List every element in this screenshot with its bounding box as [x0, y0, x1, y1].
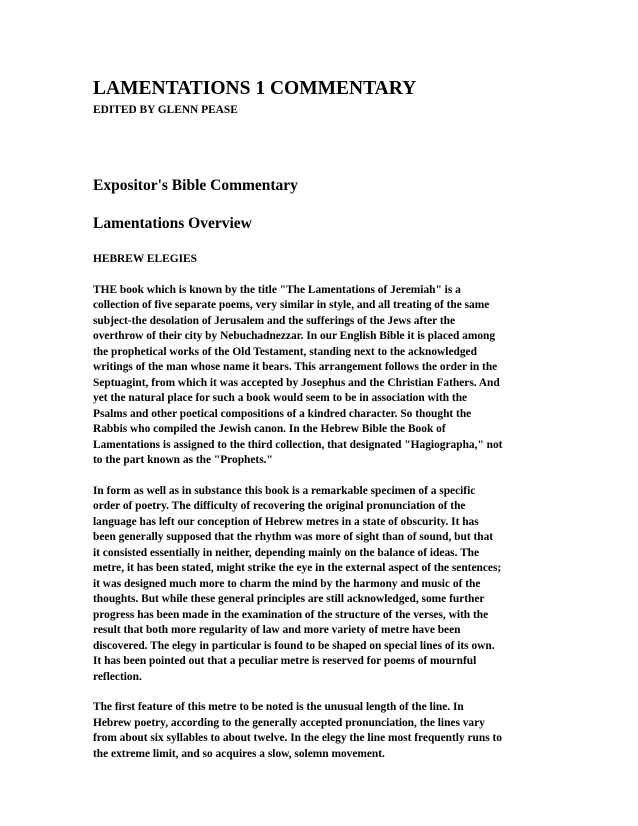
paragraph-line: The first feature of this metre to be noted is the unusual length of the line. In — [93, 701, 464, 713]
paragraph-line: In form as well as in substance this book is a remarkable specimen of a specific — [93, 484, 476, 497]
paragraph-line: been generally supposed that the rhythm was more of sight than of sound, but that — [93, 531, 494, 543]
paragraph-line: it consisted essentially in neither, depending mainly on the balance of ideas. The — [93, 546, 480, 559]
paragraph — [93, 283, 548, 469]
paragraph-line: language has left our conception of Hebrew metres in a state of obscurity. It has — [93, 515, 479, 528]
overview-title: Lamentations Overview — [93, 215, 252, 232]
paragraph-line: Septuagint, from which it was accepted by Josephus and the Christian Fathers. And — [93, 376, 500, 389]
paragraph-line: yet the natural place for such a book would seem to be in association with the — [93, 392, 468, 404]
editor-line: EDITED BY GLENN PEASE — [93, 104, 238, 116]
section-title: Expositor's Bible Commentary — [93, 177, 298, 194]
paragraph-line: progress has been made in the examination of the structure of the verses, with the — [93, 608, 489, 621]
paragraph-line: overthrow of their city by Nebuchadnezzar. In our English Bible it is placed among — [93, 330, 496, 342]
paragraph-line: it was designed much more to charm the mind by the harmony and music of the — [93, 577, 481, 590]
paragraph-line: Rabbis who compiled the Jewish canon. In the Hebrew Bible the Book of — [93, 423, 446, 435]
page-title: LAMENTATIONS 1 COMMENTARY — [93, 78, 417, 99]
paragraph-line: result that both more regularity of law and more variety of metre have been — [93, 624, 461, 636]
paragraph-line: Psalms and other poetical compositions of a kindred character. So thought the — [93, 407, 472, 420]
paragraph — [93, 484, 548, 686]
paragraph-line: writings of the man whose name it bears. This arrangement follows the order in the — [93, 361, 498, 373]
paragraph-line: to the part known as the "Prophets." — [93, 454, 273, 466]
paragraph-line: discovered. The elegy in particular is found to be shaped on special lines of its own. — [93, 639, 495, 652]
paragraph — [93, 700, 548, 762]
paragraph-line: metre, it has been stated, might strike the eye in the external aspect of the sentences; — [93, 562, 502, 574]
paragraph-line: Lamentations is assigned to the third collection, that designated "Hagiographa," not — [93, 438, 503, 451]
paragraph-line: Hebrew poetry, according to the generally accepted pronunciation, the lines vary — [93, 716, 485, 729]
paragraph-line: collection of five separate poems, very similar in style, and all treating of the same — [93, 299, 490, 311]
document-page — [93, 78, 548, 762]
paragraph-line: thoughts. But while these general principles are still acknowledged, some further — [93, 593, 485, 605]
paragraph-line: THE book which is known by the title "The Lamentations of Jeremiah" is a — [93, 283, 461, 296]
paragraph-line: from about six syllables to about twelve. In the elegy the line most frequently runs to — [93, 732, 503, 744]
paragraph-line: the prophetical works of the Old Testament, standing next to the acknowledged — [93, 345, 477, 358]
paragraph-line: subject-the desolation of Jerusalem and the sufferings of the Jews after the — [93, 314, 456, 327]
subheading: HEBREW ELEGIES — [93, 253, 197, 265]
paragraph-line: It has been pointed out that a peculiar metre is reserved for poems of mournful — [93, 655, 477, 667]
paragraph-line: order of poetry. The difficulty of recovering the original pronunciation of the — [93, 500, 466, 512]
body-text — [93, 283, 548, 763]
paragraph-line: the extreme limit, and so acquires a slow, solemn movement. — [93, 747, 385, 760]
paragraph-line: reflection. — [93, 670, 142, 683]
